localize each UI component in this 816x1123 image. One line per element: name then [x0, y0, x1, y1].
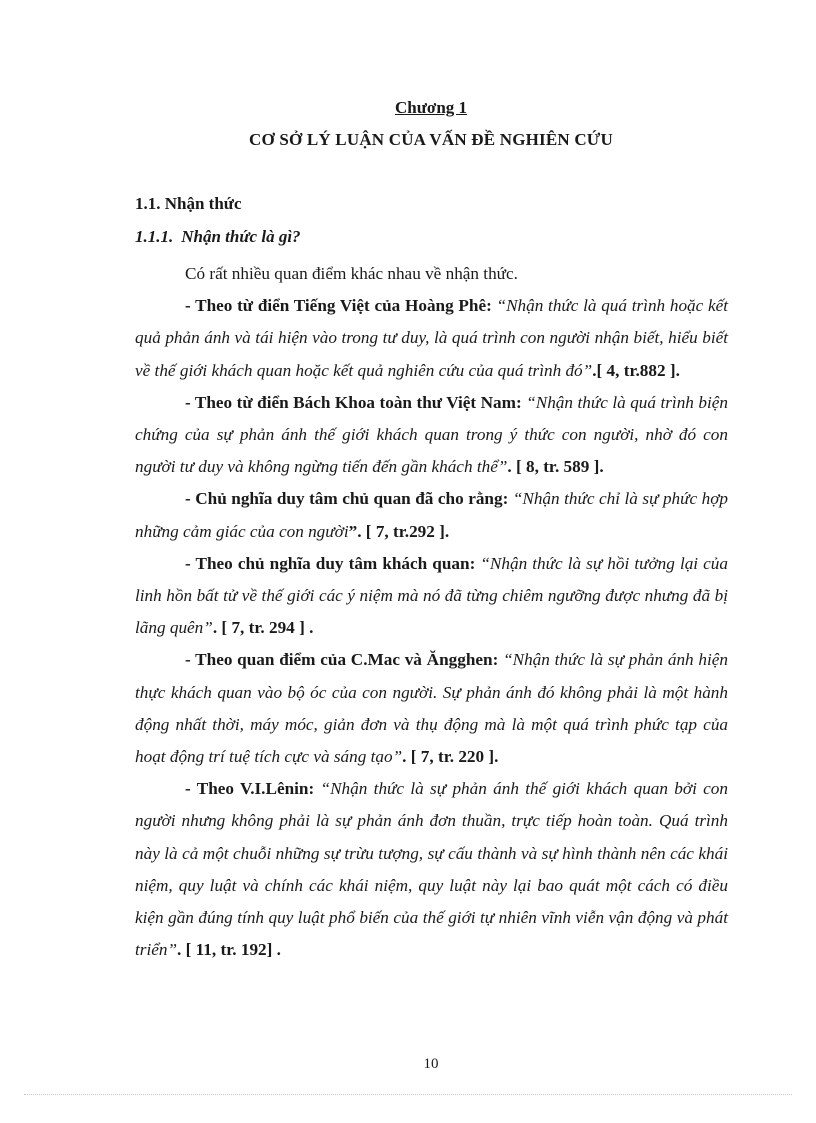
paragraph-quote: “Nhận thức là sự phản ánh hiện thực khách quan vào bộ óc của con người. Sự phản ánh đó không phải là một hành động nhất thời, máy móc, giản đơn và thụ động mà là một quá trình phức tạp của hoạt động trí tuệ tích cực và sáng tạo” [135, 650, 728, 767]
paragraph-lead: - Theo từ điển Bách Khoa toàn thư Việt Nam: [185, 392, 527, 412]
paragraph-lead: - Theo quan điểm của C.Mac và Ăngghen: [185, 650, 504, 670]
paragraph-duy-tam-chu-quan [135, 483, 728, 547]
paragraph-lead: - Theo chủ nghĩa duy tâm khách quan: [185, 553, 481, 573]
paragraph-hoang-phe [135, 290, 728, 387]
paragraph-bach-khoa [135, 387, 728, 484]
paragraph-reference: . [ 7, tr. 294 ] . [212, 618, 314, 638]
paragraph-lenin [135, 773, 728, 966]
paragraph-lead: - Theo từ điển Tiếng Việt của Hoàng Phê: [185, 296, 497, 316]
paragraph-reference: ”. [ 7, tr.292 ]. [348, 521, 450, 541]
subsection-number: 1.1.1. [135, 227, 174, 246]
paragraph-text: Có rất nhiều quan điểm khác nhau về nhận thức. [185, 264, 518, 283]
page-number: 10 [423, 1056, 439, 1072]
paragraph-quote: “Nhận thức là quá trình biện chứng của sự phản ánh thế giới khách quan trong ý thức con người, nhờ đó con người tư duy và không ngừng tiến đến gần khách thể” [135, 392, 728, 477]
paragraph-reference: . [ 11, tr. 192] . [177, 940, 281, 960]
paragraph-reference: . [ 8, tr. 589 ]. [507, 457, 604, 477]
paragraph-lead: - Chủ nghĩa duy tâm chủ quan đã cho rằng: [185, 489, 513, 509]
paragraph-duy-tam-khach-quan [135, 548, 728, 645]
paragraph-reference: .[ 4, tr.882 ]. [592, 360, 680, 380]
paragraph-mac-angghen [135, 644, 728, 773]
paragraph-quote: “Nhận thức là sự phản ánh thế giới khách quan bởi con người nhưng không phải là sự phản ánh đơn thuần, trực tiếp hoàn toàn. Quá trình này là cả một chuỗi những sự trừu tượng, sự cấu thành và sự hình thành nên các khái niệm, quy luật và chính các khái niệm, quy luật này lại bao quát một cách có điều kiện gần đúng tính quy luật phổ biến của thế giới tự nhiên vĩnh viễn vận động và phát triển” [135, 779, 728, 960]
paragraph-quote: “Nhận thức là quá trình hoặc kết quả phản ánh và tái hiện vào trong tư duy, là quá trình con người nhận biết, hiểu biết về thế giới khách quan hoặc kết quả nghiên cứu của quá trình đó” [135, 296, 729, 380]
body-text [135, 258, 728, 966]
paragraph-lead: - Theo V.I.Lênin: [185, 779, 321, 799]
chapter-label: Chương 1 [394, 98, 468, 117]
paragraph-quote: “Nhận thức là sự hồi tưởng lại của linh hồn bất tử về thế giới các ý niệm mà nó đã từng chiêm ngưỡng được nhưng đã bị lãng quên” [135, 553, 728, 638]
section-heading: 1.1. Nhận thức [135, 194, 242, 213]
footer-divider [24, 1094, 792, 1095]
paragraph-intro [135, 258, 728, 290]
paragraph-reference: . [ 7, tr. 220 ]. [402, 747, 499, 767]
paragraph-quote: “Nhận thức chỉ là sự phức hợp những cảm giác của con người [135, 489, 729, 541]
subsection-title: Nhận thức là gì? [181, 227, 301, 246]
subsection-heading [135, 227, 301, 247]
chapter-title: CƠ SỞ LÝ LUẬN CỦA VẤN ĐỀ NGHIÊN CỨU [248, 130, 614, 149]
